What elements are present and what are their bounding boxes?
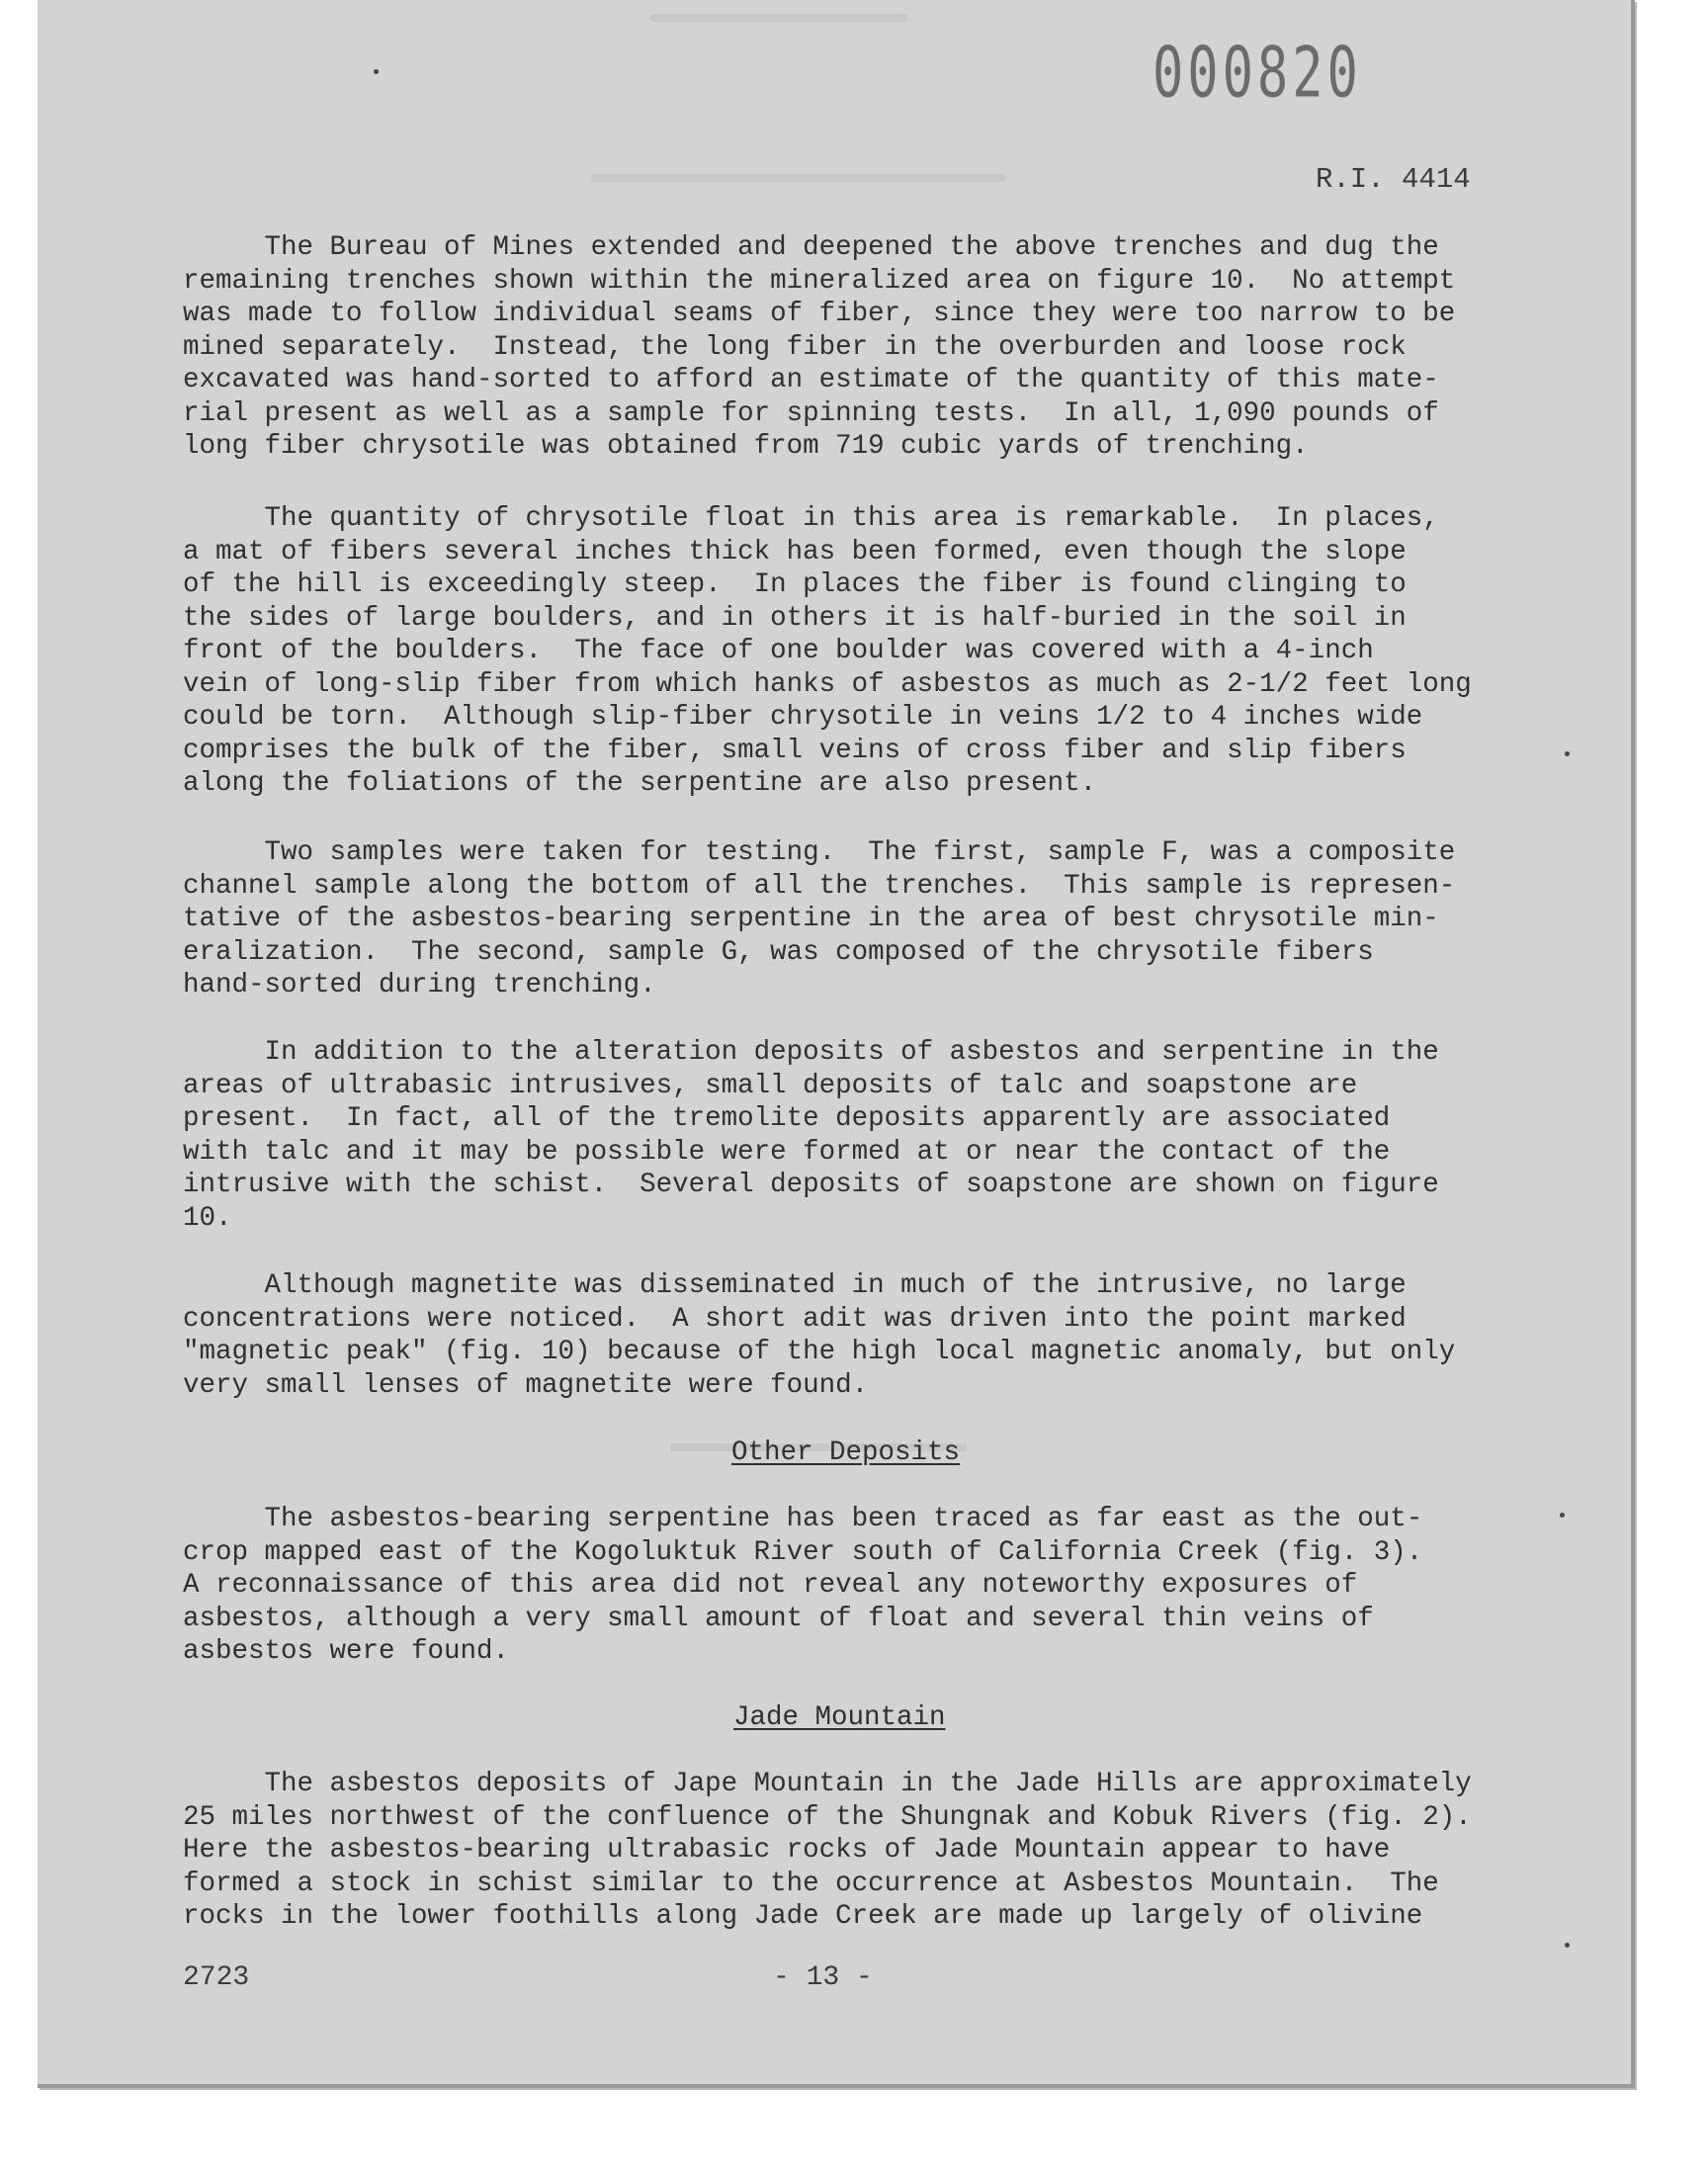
text-line: A reconnaissance of this area did not reveal any noteworthy exposures of: [183, 1570, 1358, 1601]
text-line: 25 miles northwest of the confluence of the Shungnak and Kobuk Rivers (fig. 2).: [183, 1801, 1472, 1833]
text-line: very small lenses of magnetite were found.: [183, 1369, 869, 1401]
text-line: In addition to the alteration deposits of asbestos and serpentine in the: [183, 1037, 1439, 1068]
bleed-through-mark: [650, 14, 907, 22]
text-line: asbestos were found.: [183, 1636, 510, 1667]
text-line: rial present as well as a sample for spinning tests. In all, 1,090 pounds of: [183, 397, 1439, 429]
text-line: intrusive with the schist. Several deposits of soapstone are shown on figure: [183, 1170, 1439, 1200]
text-line: concentrations were noticed. A short adit was driven into the point marked: [183, 1303, 1407, 1335]
document-stamp-number: 000820: [1153, 34, 1362, 114]
heading-jade-mountain: Jade Mountain: [733, 1702, 946, 1733]
text-line: asbestos, although a very small amount of float and several thin veins of: [183, 1603, 1374, 1634]
text-line: along the foliations of the serpentine are also present.: [183, 768, 1097, 799]
text-line: the sides of large boulders, and in others it is half-buried in the soil in: [183, 602, 1407, 634]
text-line: The quantity of chrysotile float in this area is remarkable. In places,: [183, 503, 1439, 534]
text-line: eralization. The second, sample G, was composed of the chrysotile fibers: [183, 936, 1374, 968]
speck-mark: [1565, 751, 1570, 756]
paragraph-magnetite: [183, 1269, 1547, 1402]
text-line: Here the asbestos-bearing ultrabasic rocks of Jade Mountain appear to have: [183, 1835, 1391, 1866]
text-line: a mat of fibers several inches thick has been formed, even though the slope: [183, 536, 1407, 567]
text-line: comprises the bulk of the fiber, small veins of cross fiber and slip fibers: [183, 735, 1407, 766]
text-line: front of the boulders. The face of one boulder was covered with a 4-inch: [183, 636, 1374, 666]
text-line: mined separately. Instead, the long fiber in the overburden and loose rock: [183, 331, 1407, 363]
text-line: of the hill is exceedingly steep. In places the fiber is found clinging to: [183, 569, 1407, 600]
text-line: rocks in the lower foothills along Jade Creek are made up largely of olivine: [183, 1901, 1423, 1932]
text-line: The asbestos deposits of Jape Mountain in the Jade Hills are approximately: [183, 1769, 1472, 1799]
text-line: tative of the asbestos-bearing serpentine in the area of best chrysotile min-: [183, 904, 1439, 934]
speck-mark: [1560, 1513, 1565, 1518]
text-line: crop mapped east of the Kogoluktuk River south of California Creek (fig. 3).: [183, 1536, 1423, 1568]
text-line: 10.: [183, 1202, 232, 1234]
text-line: channel sample along the bottom of all the trenches. This sample is represen-: [183, 870, 1456, 902]
text-line: present. In fact, all of the tremolite deposits apparently are associated: [183, 1103, 1391, 1134]
paragraph-samples: [183, 836, 1547, 1002]
text-line: could be torn. Although slip-fiber chrysotile in veins 1/2 to 4 inches wide: [183, 702, 1423, 733]
text-line: Two samples were taken for testing. The first, sample F, was a composite: [183, 837, 1456, 868]
text-line: was made to follow individual seams of fiber, since they were too narrow to be: [183, 299, 1456, 329]
paragraph-other-deposits: [183, 1503, 1547, 1669]
text-line: vein of long-slip fiber from which hanks of asbestos as much as 2-1/2 feet long: [183, 668, 1472, 700]
heading-other-deposits: Other Deposits: [731, 1437, 961, 1468]
speck-mark: [1565, 1943, 1570, 1948]
text-line: formed a stock in schist similar to the occurrence at Asbestos Mountain. The: [183, 1868, 1439, 1899]
text-line: The Bureau of Mines extended and deepened the above trenches and dug the: [183, 232, 1439, 263]
text-line: "magnetic peak" (fig. 10) because of the high local magnetic anomaly, but only: [183, 1337, 1456, 1367]
speck-mark: [374, 69, 379, 74]
footer-page-number: - 13 -: [773, 1962, 873, 1993]
paragraph-talc-soapstone: [183, 1036, 1547, 1235]
paragraph-jade-mountain: [183, 1768, 1547, 1934]
bleed-through-mark: [591, 174, 1006, 182]
text-line: Although magnetite was disseminated in much of the intrusive, no large: [183, 1270, 1407, 1301]
text-line: excavated was hand-sorted to afford an estimate of the quantity of this mate-: [183, 365, 1439, 395]
report-id: R.I. 4414: [1316, 163, 1471, 196]
text-line: The asbestos-bearing serpentine has been traced as far east as the out-: [183, 1504, 1423, 1534]
text-line: hand-sorted during trenching.: [183, 970, 656, 1000]
text-line: long fiber chrysotile was obtained from 719 cubic yards of trenching.: [183, 431, 1309, 462]
text-line: remaining trenches shown within the mineralized area on figure 10. No attempt: [183, 265, 1456, 297]
paragraph-trenching: [183, 231, 1547, 464]
text-line: with talc and it may be possible were formed at or near the contact of the: [183, 1136, 1391, 1168]
text-line: areas of ultrabasic intrusives, small deposits of talc and soapstone are: [183, 1070, 1358, 1101]
paragraph-chrysotile-float: [183, 502, 1547, 801]
footer-document-number: 2723: [183, 1962, 250, 1993]
